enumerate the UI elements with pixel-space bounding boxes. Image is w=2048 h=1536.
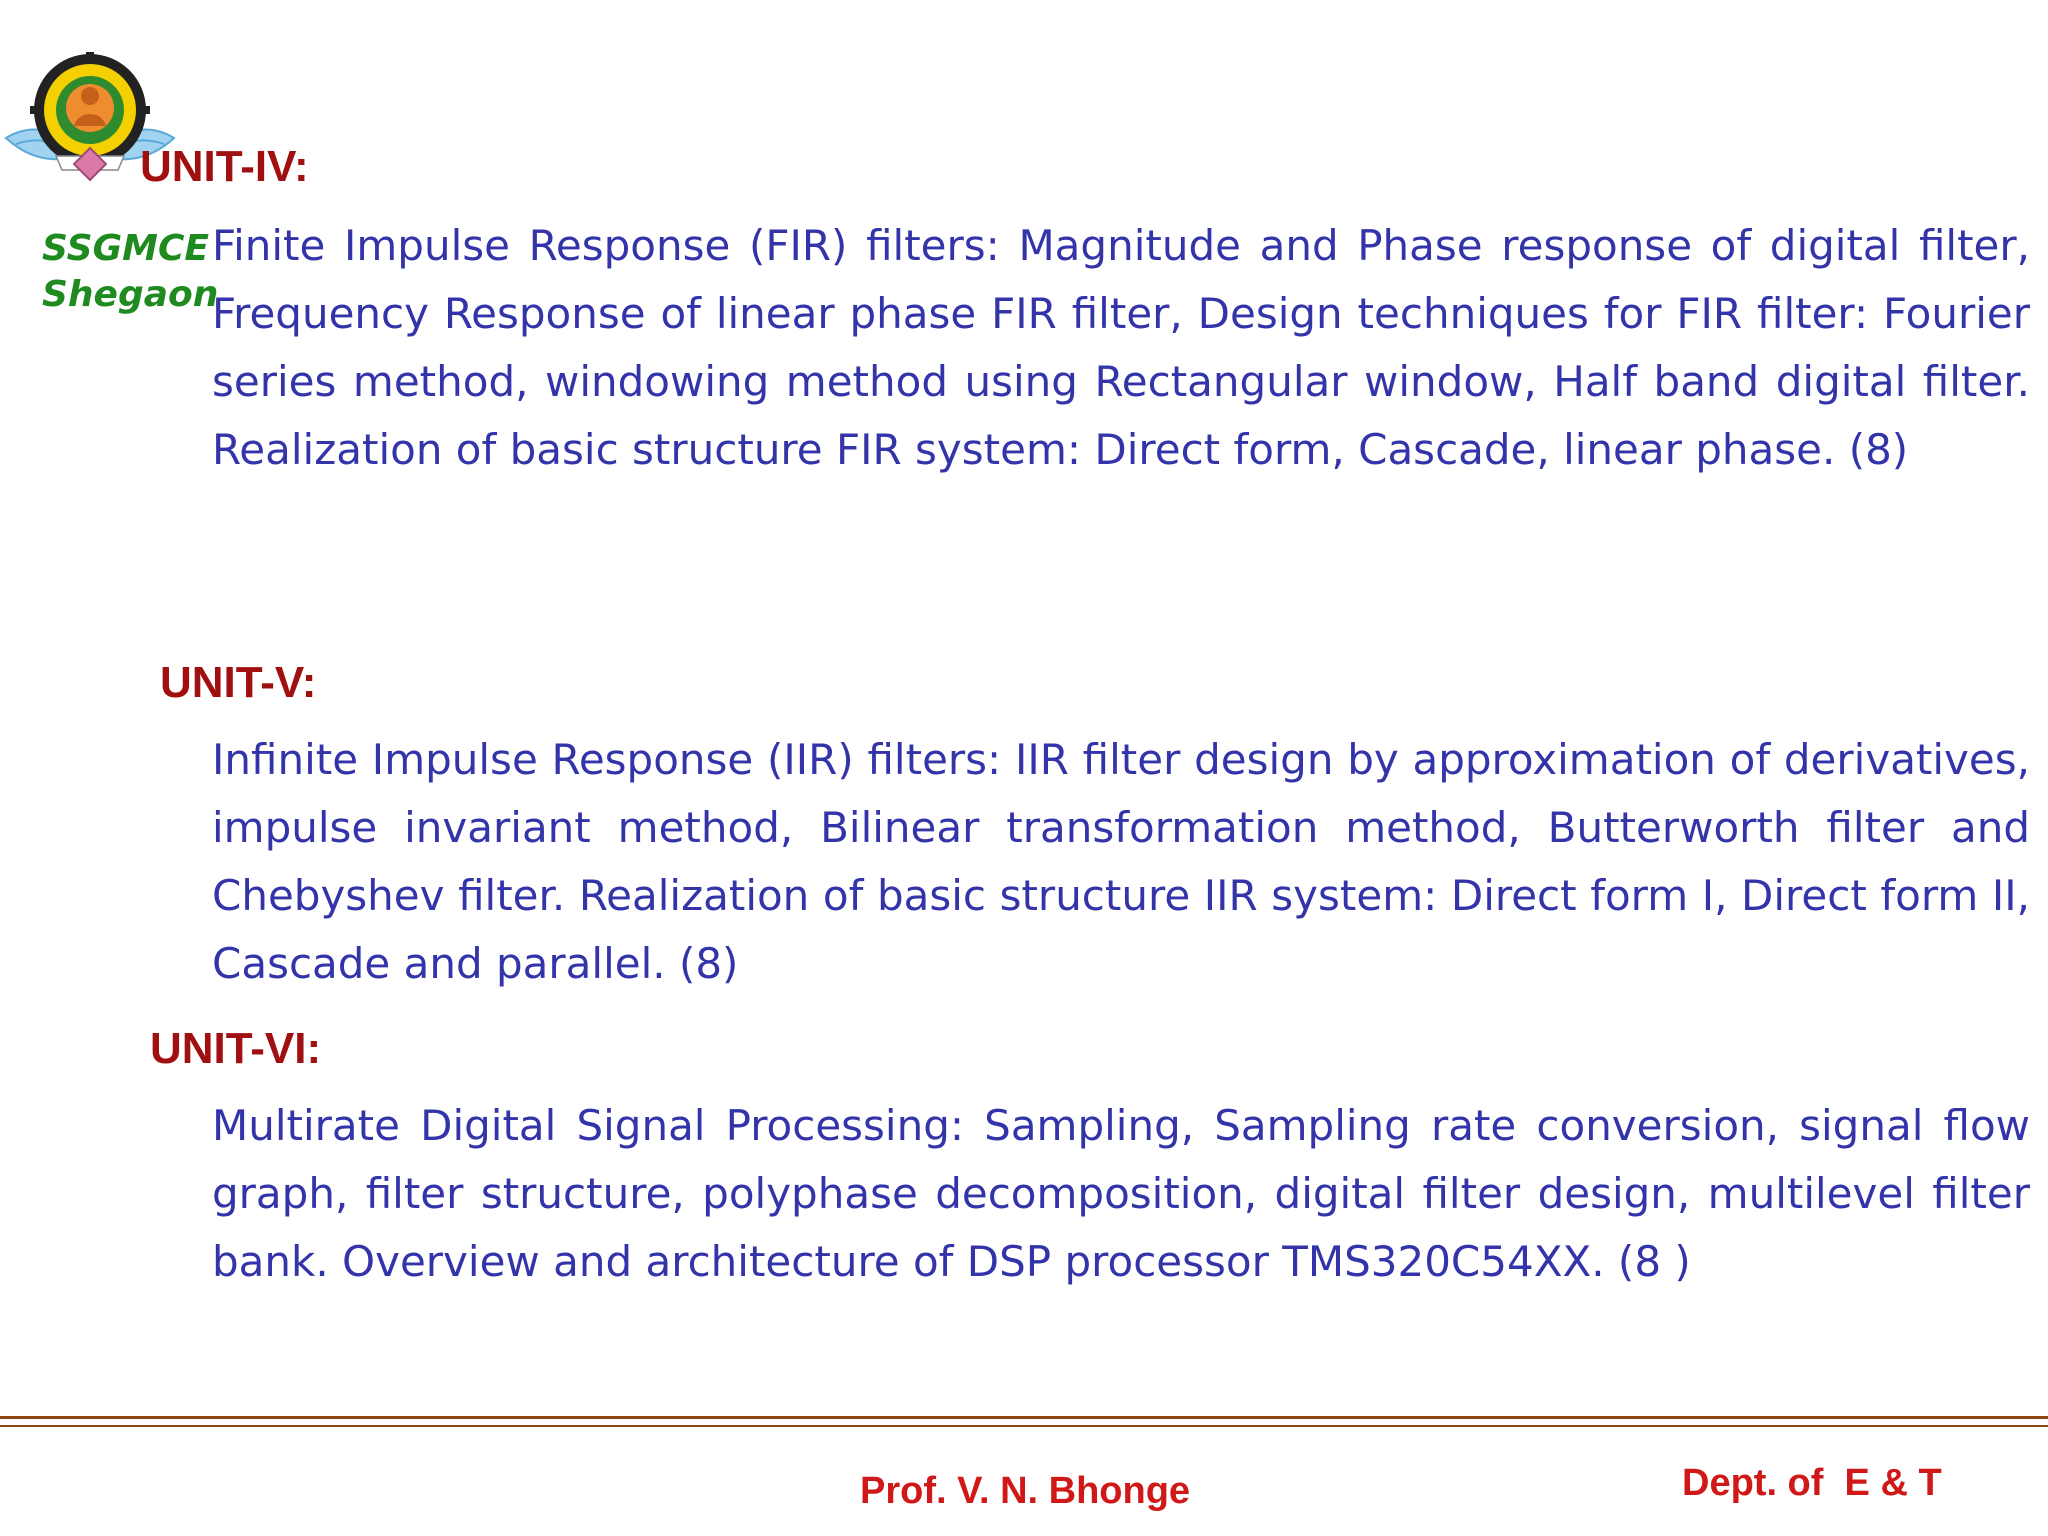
logo-caption <box>42 226 218 318</box>
logo-caption-line2: Shegaon <box>42 274 219 315</box>
logo-caption-line1: SSGMCE <box>42 228 209 269</box>
footer-divider <box>0 1416 2048 1419</box>
unit-iv-heading: UNIT-IV: <box>140 142 309 191</box>
unit-vi-heading: UNIT-VI: <box>150 1024 322 1073</box>
unit-vi-body: Multirate Digital Signal Processing: Sampling, Sampling rate conversion, signal flow graph, filter structure, polyphase decomposition, digital filter design, multilevel filter bank. Overview and architecture of DSP processor TMS320C54XX. (8 ) <box>212 1101 2030 1286</box>
footer-divider-secondary <box>0 1425 2048 1427</box>
unit-v-heading: UNIT-V: <box>160 658 317 707</box>
footer-department: Dept. of E & T <box>1682 1462 1942 1504</box>
footer-author: Prof. V. N. Bhonge <box>860 1470 1191 1512</box>
unit-iv-body: Finite Impulse Response (FIR) filters: Magnitude and Phase response of digital filter, Frequency Response of linear phase FIR filter, Design techniques for FIR filter: Fourier series method, windowing method using Rectangular window, Half band digital filter. Realization of basic structure FIR system: Direct form, Cascade, linear phase. (8) <box>212 221 2030 474</box>
unit-v-body: Infinite Impulse Response (IIR) filters: IIR filter design by approximation of derivatives, impulse invariant method, Bilinear transformation method, Butterworth filter and Chebyshev filter. Realization of basic structure IIR system: Direct form I, Direct form II, Cascade and parallel. (8) <box>212 735 2030 988</box>
